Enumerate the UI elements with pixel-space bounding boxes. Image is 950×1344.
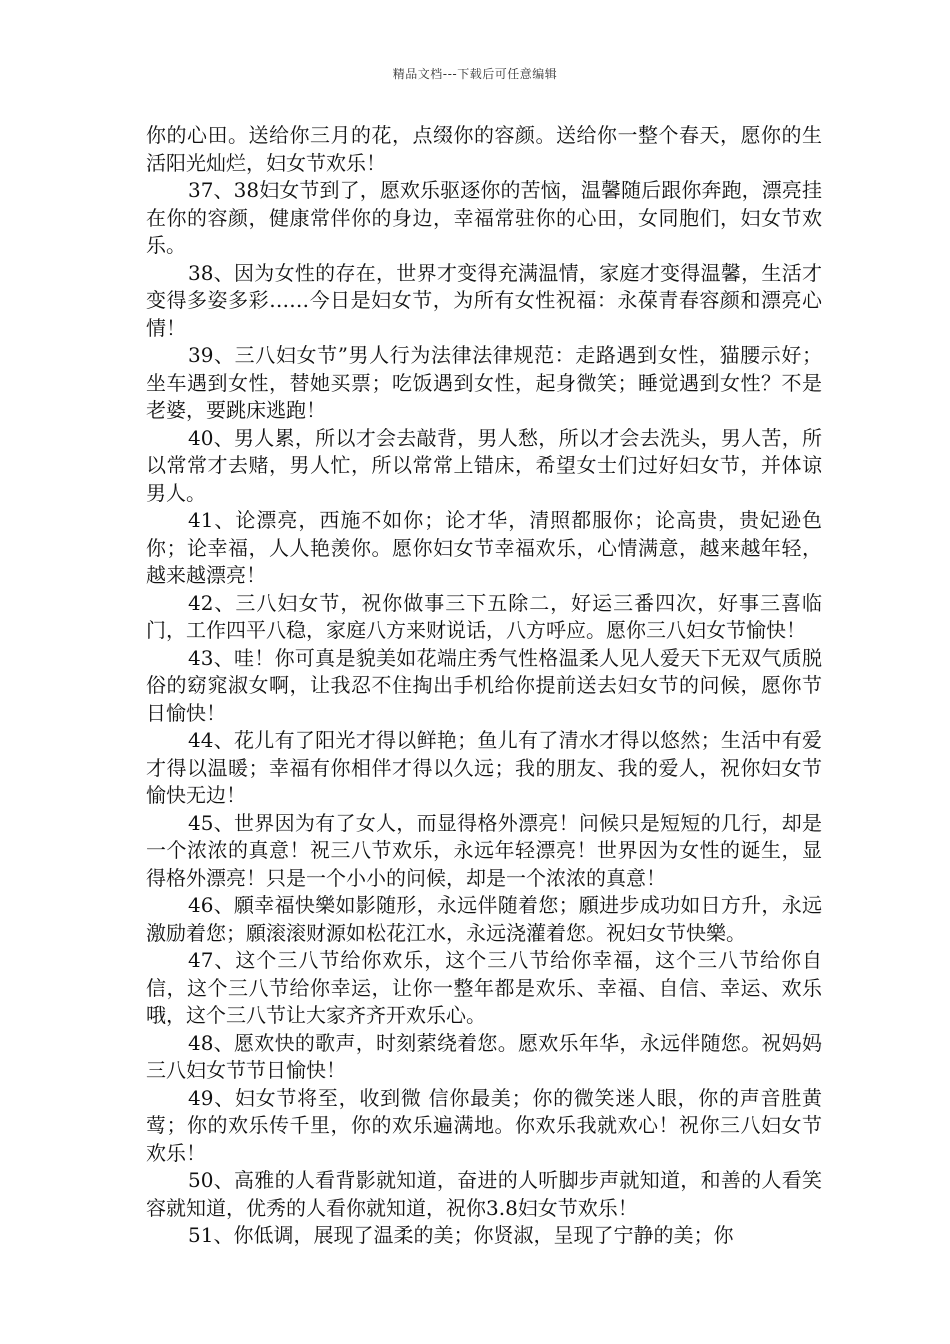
- paragraph: 43、哇！你可真是貌美如花端庄秀气性格温柔人见人爱天下无双气质脱俗的窈窕淑女啊，让我忍不住掏出手机给你提前送去妇女节的问候，愿你节日愉快！: [146, 645, 822, 725]
- paragraph: 50、高雅的人看背影就知道，奋进的人听脚步声就知道，和善的人看笑容就知道，优秀的人看你就知道，祝你3.8妇女节欢乐！: [146, 1168, 822, 1220]
- paragraph: 47、这个三八节给你欢乐，这个三八节给你幸福，这个三八节给你自信，这个三八节给你幸运，让你一整年都是欢乐、幸福、自信、幸运、欢乐哦，这个三八节让大家齐齐开欢乐心。: [146, 948, 822, 1027]
- paragraph: 你的心田。送给你三月的花，点缀你的容颜。送给你一整个春天，愿你的生活阳光灿烂，妇女节欢乐！: [146, 123, 822, 175]
- paragraph: 41、论漂亮，西施不如你；论才华，清照都服你；论高贵，贵妃逊色你；论幸福，人人艳羡你。愿你妇女节幸福欢乐，心情满意，越来越年轻，越来越漂亮！: [146, 508, 822, 587]
- paragraph: 51、你低调，展现了温柔的美；你贤淑，呈现了宁静的美；你: [188, 1223, 734, 1247]
- paragraph: 46、願幸福快樂如影随形，永远伴随着您；願进步成功如日方升，永远激励着您；願滚滚财源如松花江水，永远浇灌着您。祝妇女节快樂。: [146, 893, 822, 945]
- paragraph: 39、三八妇女节”男人行为法律法律规范：走路遇到女性，猫腰示好；坐车遇到女性，替她买票；吃饭遇到女性，起身微笑；睡觉遇到女性？不是老婆，要跳床逃跑！: [146, 343, 822, 422]
- paragraph: 48、愿欢快的歌声，时刻萦绕着您。愿欢乐年华，永远伴随您。祝妈妈三八妇女节节日愉快！: [146, 1030, 822, 1082]
- paragraph: 44、花儿有了阳光才得以鲜艳；鱼儿有了清水才得以悠然；生活中有爱才得以温暖；幸福有你相伴才得以久远；我的朋友、我的爱人，祝你妇女节愉快无边！: [146, 728, 822, 807]
- paragraph: 45、世界因为有了女人，而显得格外漂亮！问候只是短短的几行，却是一个浓浓的真意！祝三八节欢乐，永远年轻漂亮！世界因为女性的诞生，显得格外漂亮！只是一个小小的问候，却是一个浓浓的真意！: [146, 810, 822, 890]
- paragraph: 42、三八妇女节，祝你做事三下五除二，好运三番四次，好事三喜临门，工作四平八稳，家庭八方来财说话，八方呼应。愿你三八妇女节愉快！: [146, 590, 822, 642]
- paragraph: 38、因为女性的存在，世界才变得充满温情，家庭才变得温馨，生活才变得多姿多彩……今日是妇女节，为所有女性祝福：永葆青春容颜和漂亮心情！: [146, 260, 822, 340]
- paragraph: 37、38妇女节到了，愿欢乐驱逐你的苦恼，温馨随后跟你奔跑，漂亮挂在你的容颜，健康常伴你的身边，幸福常驻你的心田，女同胞们，妇女节欢乐。: [146, 178, 822, 257]
- paragraph: 49、妇女节将至，收到微 信你最美；你的微笑迷人眼，你的声音胜黄莺；你的欢乐传千里，你的欢乐遍满地。你欢乐我就欢心！祝你三八妇女节欢乐！: [146, 1085, 822, 1165]
- document-body: [146, 122, 822, 1250]
- page-header: 精品文档---下载后可任意编辑: [392, 67, 558, 81]
- paragraph: 40、男人累，所以才会去敲背，男人愁，所以才会去洗头，男人苦，所以常常才去赌，男人忙，所以常常上错床，希望女士们过好妇女节，并体谅男人。: [146, 425, 822, 505]
